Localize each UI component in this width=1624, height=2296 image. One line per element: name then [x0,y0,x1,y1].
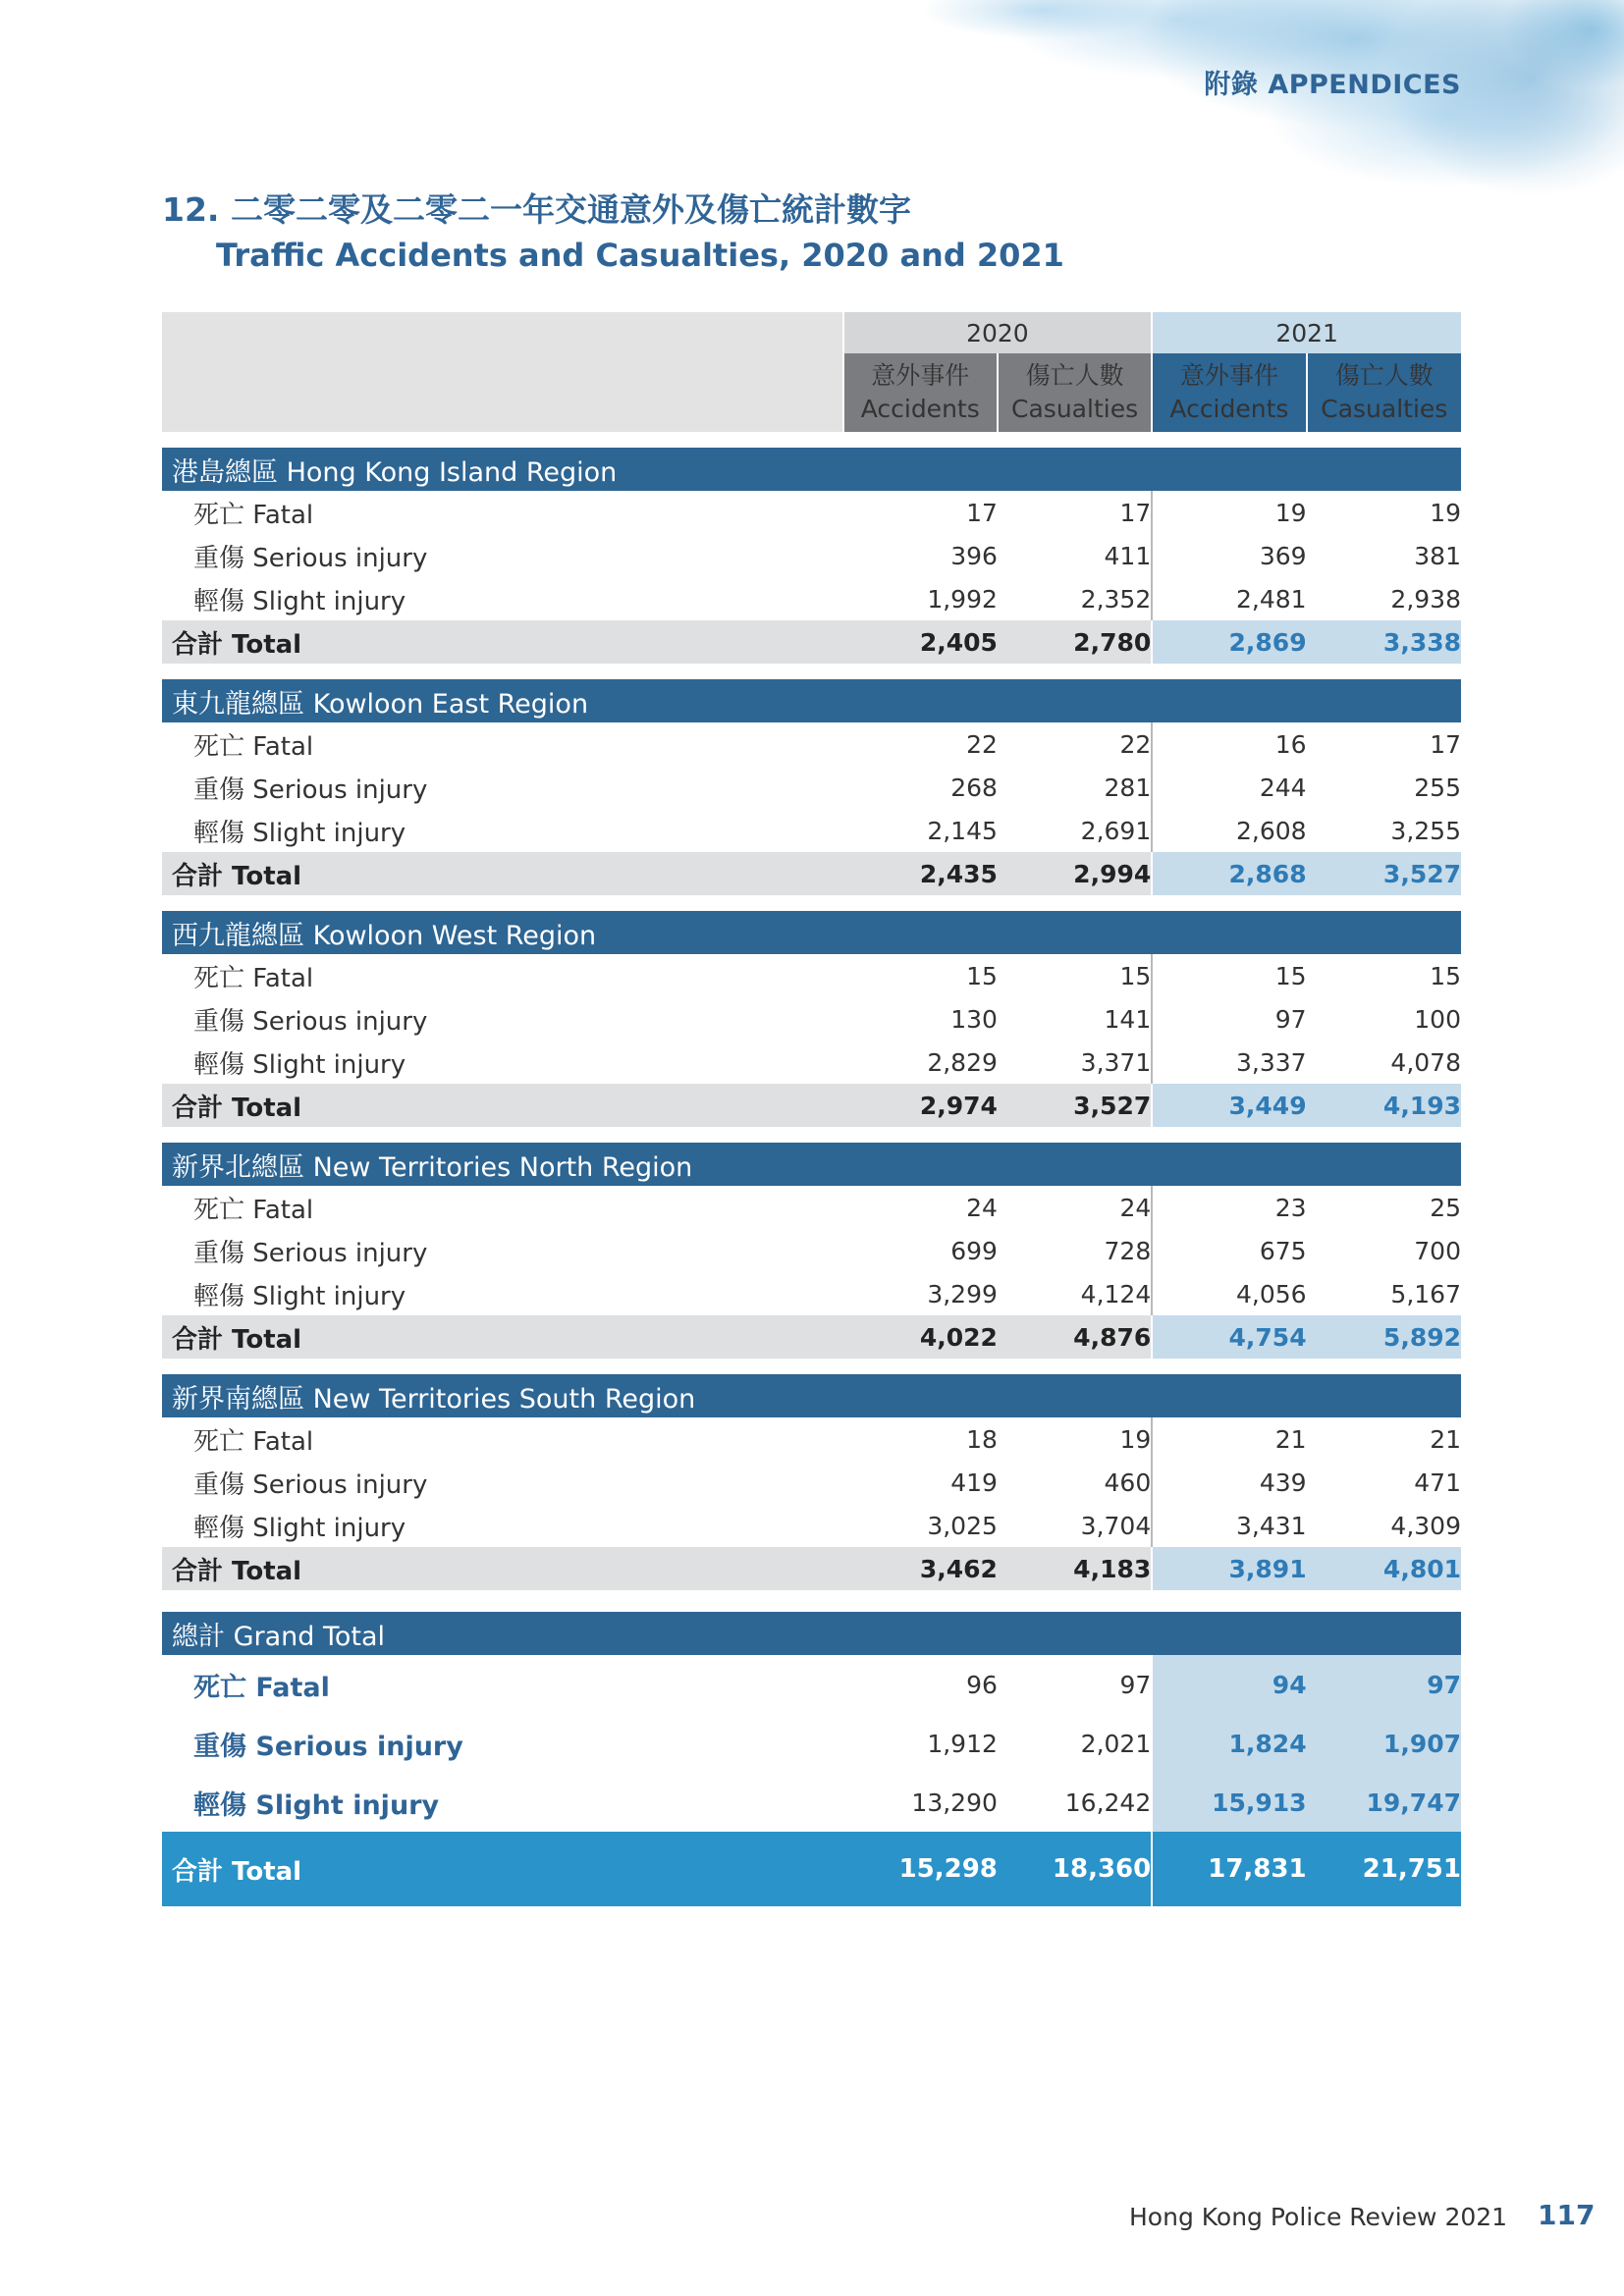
value-cell: 15,913 [1152,1773,1306,1832]
value-cell: 15 [1430,961,1461,990]
value-cell: 675 [1152,1229,1306,1272]
value-cell: 268 [950,773,998,802]
value-cell: 2,608 [1152,809,1306,852]
table-row [162,997,1461,1041]
value-cell: 15 [1119,961,1152,990]
year-header-row [162,312,1461,353]
value-cell: 2,435 [843,852,998,895]
page-title [162,187,1064,277]
title-chinese: 12. 二零二零及二零二一年交通意外及傷亡統計數字 [162,190,911,229]
appendix-header: 附錄 APPENDICES [1204,70,1461,100]
grand-total-sum-row [162,1832,1461,1906]
value-cell: 21,751 [1307,1832,1461,1906]
grand-total-row [162,1655,1461,1714]
row-label: 重傷 Serious injury [193,543,428,573]
value-cell: 23 [1152,1186,1306,1229]
publication-title: Hong Kong Police Review 2021 [1129,2203,1508,2231]
value-cell: 21 [1430,1424,1461,1454]
value-cell: 17 [1430,729,1461,759]
value-cell: 25 [1430,1193,1461,1222]
value-cell: 15,298 [843,1832,998,1906]
row-label: 合計 Total [162,852,843,895]
value-cell: 2,974 [843,1084,998,1127]
region-header [162,679,1461,722]
table-row [162,1504,1461,1547]
value-cell: 2,938 [1390,584,1461,614]
value-cell: 2,780 [998,620,1152,664]
row-label: 死亡 Fatal [193,963,314,993]
spacer-row [162,1590,1461,1606]
row-label: 重傷 Serious injury [193,1469,428,1500]
value-cell: 3,462 [843,1547,998,1590]
value-cell: 2,829 [927,1047,998,1077]
table-row [162,1041,1461,1084]
value-cell: 4,801 [1307,1547,1461,1590]
value-cell: 700 [1414,1236,1461,1265]
table-row [162,491,1461,534]
value-cell: 2,994 [998,852,1152,895]
value-cell: 21 [1152,1417,1306,1461]
spacer-row [162,1359,1461,1374]
value-cell: 244 [1152,766,1306,809]
total-row [162,1315,1461,1359]
value-cell: 4,124 [1080,1279,1152,1308]
value-cell: 2,868 [1152,852,1306,895]
value-cell: 19 [1152,491,1306,534]
value-cell: 4,754 [1152,1315,1306,1359]
value-cell: 2,352 [1080,584,1152,614]
row-label: 合計 Total [162,1832,843,1906]
year-header-2020: 2020 [843,312,1153,353]
value-cell: 22 [1119,729,1152,759]
value-cell: 97 [1119,1670,1152,1699]
region-header-label: 新界北總區 New Territories North Region [162,1143,1461,1186]
spacer-row [162,432,1461,448]
row-label: 合計 Total [162,1547,843,1590]
table-row [162,1229,1461,1272]
statistics-table [162,312,1461,1906]
value-cell: 130 [950,1004,998,1034]
value-cell: 255 [1414,773,1461,802]
value-cell: 4,309 [1390,1511,1461,1540]
row-label: 重傷 Serious injury [193,1731,463,1762]
value-cell: 396 [950,541,998,570]
total-row [162,1547,1461,1590]
page-number: 117 [1538,2199,1596,2231]
value-cell: 471 [1414,1468,1461,1497]
row-label: 重傷 Serious injury [193,1006,428,1037]
value-cell: 3,255 [1390,816,1461,845]
value-cell: 3,025 [927,1511,998,1540]
value-cell: 2,021 [1080,1729,1152,1758]
table-row [162,809,1461,852]
year-header-2021: 2021 [1152,312,1461,353]
value-cell: 419 [950,1468,998,1497]
value-cell: 728 [1104,1236,1152,1265]
grand-total-header-label: 總計 Grand Total [162,1612,1461,1655]
value-cell: 1,912 [927,1729,998,1758]
value-cell: 17,831 [1152,1832,1306,1906]
value-cell: 19 [1430,498,1461,527]
value-cell: 4,022 [843,1315,998,1359]
value-cell: 18 [966,1424,998,1454]
row-label: 死亡 Fatal [193,1426,314,1457]
table-row [162,1272,1461,1315]
row-label: 死亡 Fatal [193,1672,330,1703]
value-cell: 18,360 [998,1832,1152,1906]
table-row [162,1461,1461,1504]
col-header-casualties-2020: 傷亡人數 Casualties [998,353,1152,432]
col-header-accidents-2021: 意外事件 Accidents [1152,353,1306,432]
value-cell: 3,449 [1152,1084,1306,1127]
table-row [162,1186,1461,1229]
table-row [162,954,1461,997]
value-cell: 13,290 [911,1788,998,1817]
region-header-label: 港島總區 Hong Kong Island Region [162,448,1461,491]
value-cell: 3,431 [1152,1504,1306,1547]
value-cell: 3,299 [927,1279,998,1308]
grand-total-row [162,1714,1461,1773]
value-cell: 5,892 [1307,1315,1461,1359]
value-cell: 2,405 [843,620,998,664]
title-english: Traffic Accidents and Casualties, 2020 and 2021 [216,237,1064,274]
total-row [162,620,1461,664]
row-label: 合計 Total [162,620,843,664]
region-header [162,448,1461,491]
value-cell: 4,078 [1390,1047,1461,1077]
region-header-label: 西九龍總區 Kowloon West Region [162,911,1461,954]
table-row [162,766,1461,809]
value-cell: 381 [1414,541,1461,570]
value-cell: 3,704 [1080,1511,1152,1540]
region-header-label: 新界南總區 New Territories South Region [162,1374,1461,1417]
spacer-cell [162,1127,1461,1143]
table-row [162,1417,1461,1461]
value-cell: 3,891 [1152,1547,1306,1590]
value-cell: 439 [1152,1461,1306,1504]
spacer-cell [162,1590,1461,1606]
row-label: 輕傷 Slight injury [193,586,406,616]
value-cell: 3,527 [1307,852,1461,895]
spacer-cell [162,895,1461,911]
value-cell: 15 [966,961,998,990]
value-cell: 2,691 [1080,816,1152,845]
table-row [162,722,1461,766]
value-cell: 3,527 [998,1084,1152,1127]
total-row [162,852,1461,895]
region-header [162,1374,1461,1417]
row-label: 死亡 Fatal [193,1195,314,1225]
grand-total-header [162,1612,1461,1655]
value-cell: 4,056 [1152,1272,1306,1315]
region-header [162,1143,1461,1186]
value-cell: 96 [966,1670,998,1699]
value-cell: 17 [966,498,998,527]
row-label: 輕傷 Slight injury [193,1513,406,1543]
value-cell: 460 [1104,1468,1152,1497]
row-label: 死亡 Fatal [193,731,314,762]
spacer-row [162,895,1461,911]
row-label: 輕傷 Slight injury [193,818,406,848]
value-cell: 97 [1152,997,1306,1041]
value-cell: 16 [1152,722,1306,766]
row-label: 重傷 Serious injury [193,1238,428,1268]
row-label: 輕傷 Slight injury [193,1049,406,1080]
value-cell: 16,242 [1064,1788,1152,1817]
header-blank-cell [162,312,843,432]
row-label: 輕傷 Slight injury [193,1281,406,1311]
value-cell: 2,145 [927,816,998,845]
table-row [162,534,1461,577]
spacer-cell [162,664,1461,679]
value-cell: 94 [1152,1655,1306,1714]
row-label: 輕傷 Slight injury [193,1789,440,1821]
value-cell: 19 [1119,1424,1152,1454]
table-body [162,432,1461,1906]
value-cell: 4,193 [1307,1084,1461,1127]
value-cell: 411 [1104,541,1152,570]
value-cell: 4,183 [998,1547,1152,1590]
value-cell: 1,992 [927,584,998,614]
col-header-accidents-2020: 意外事件 Accidents [843,353,998,432]
value-cell: 17 [1119,498,1152,527]
value-cell: 141 [1104,1004,1152,1034]
value-cell: 22 [966,729,998,759]
value-cell: 19,747 [1307,1773,1461,1832]
spacer-row [162,1127,1461,1143]
value-cell: 4,876 [998,1315,1152,1359]
grand-total-row [162,1773,1461,1832]
value-cell: 1,907 [1307,1714,1461,1773]
value-cell: 2,869 [1152,620,1306,664]
value-cell: 281 [1104,773,1152,802]
spacer-cell [162,432,1461,448]
value-cell: 699 [950,1236,998,1265]
table-row [162,577,1461,620]
value-cell: 3,338 [1307,620,1461,664]
value-cell: 24 [1119,1193,1152,1222]
value-cell: 100 [1414,1004,1461,1034]
value-cell: 97 [1307,1655,1461,1714]
spacer-row [162,664,1461,679]
value-cell: 24 [966,1193,998,1222]
row-label: 死亡 Fatal [193,500,314,530]
value-cell: 15 [1152,954,1306,997]
value-cell: 3,371 [1080,1047,1152,1077]
region-header [162,911,1461,954]
value-cell: 2,481 [1152,577,1306,620]
region-header-label: 東九龍總區 Kowloon East Region [162,679,1461,722]
total-row [162,1084,1461,1127]
value-cell: 5,167 [1390,1279,1461,1308]
row-label: 合計 Total [162,1315,843,1359]
spacer-cell [162,1359,1461,1374]
col-header-casualties-2021: 傷亡人數 Casualties [1307,353,1461,432]
value-cell: 1,824 [1152,1714,1306,1773]
row-label: 合計 Total [162,1084,843,1127]
row-label: 重傷 Serious injury [193,774,428,805]
value-cell: 369 [1152,534,1306,577]
value-cell: 3,337 [1152,1041,1306,1084]
